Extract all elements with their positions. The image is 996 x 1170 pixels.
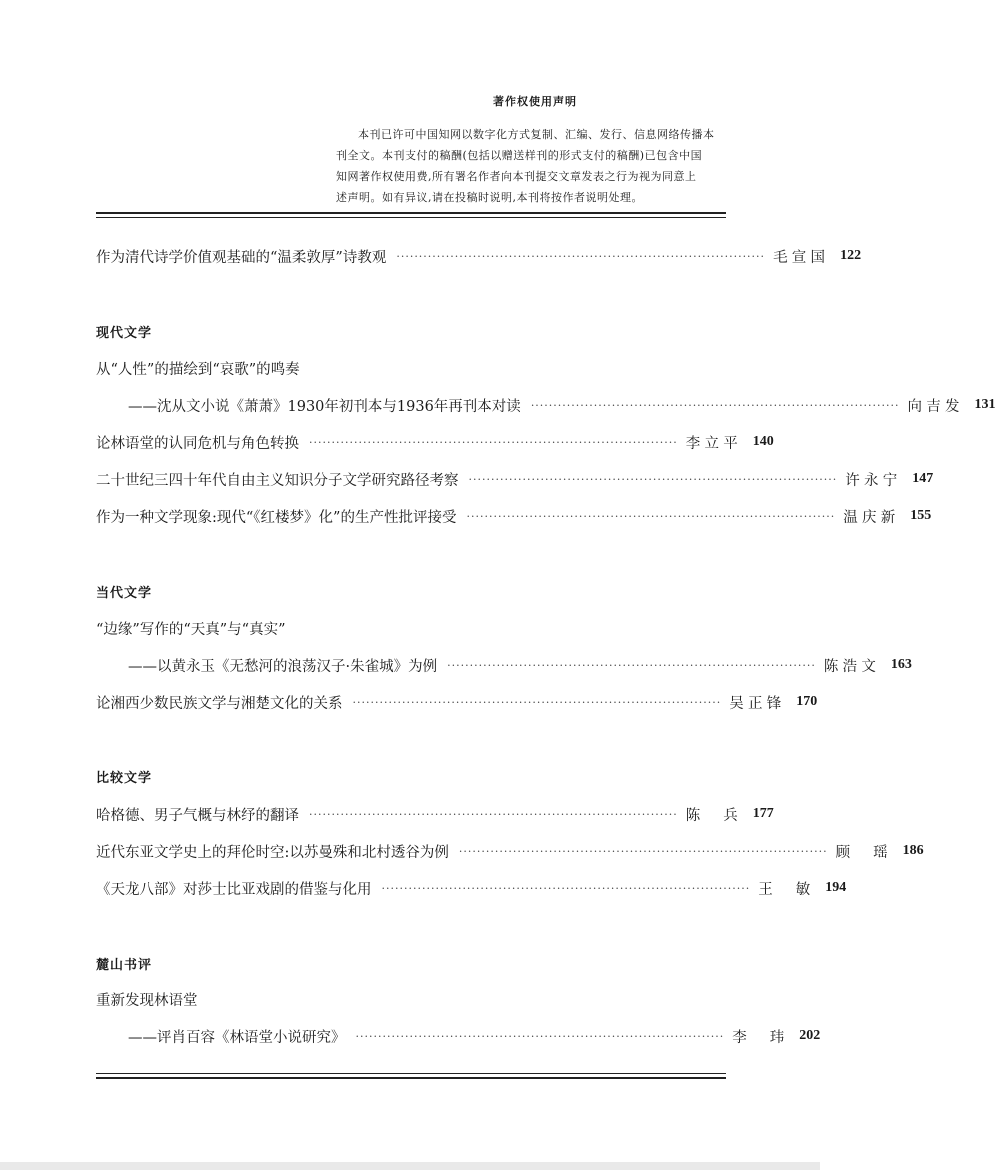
page-bottom-edge xyxy=(0,1162,820,1170)
leader-dots: ·················································································· xyxy=(530,398,900,412)
entry-author: 李玮 xyxy=(732,1029,785,1046)
entry-author: 温庆新 xyxy=(843,509,896,526)
copyright-notice-title: 著作权使用声明 xyxy=(493,95,577,108)
entry-author: 李立平 xyxy=(685,435,738,452)
top-rule-thin xyxy=(96,217,726,218)
toc-entry[interactable] xyxy=(96,431,774,453)
entry-author: 许永宁 xyxy=(845,472,898,489)
leader-dots: ·················································································· xyxy=(466,509,836,523)
top-rule-thick xyxy=(96,212,726,214)
leader-dots: ·················································································· xyxy=(309,807,678,821)
entry-page: 177 xyxy=(752,806,774,821)
toc-entry[interactable] xyxy=(96,468,934,490)
notice-line: 刊全文。本刊支付的稿酬(包括以赠送样刊的形式支付的稿酬)已包含中国 xyxy=(336,149,703,162)
article-main-title[interactable]: 重新发现林语堂 xyxy=(96,993,198,1009)
entry-page: 163 xyxy=(890,657,912,672)
entry-subtitle: ——以黄永玉《无愁河的浪荡汉子·朱雀城》为例 xyxy=(128,658,438,675)
entry-title: 哈格德、男子气概与林纾的翻译 xyxy=(96,807,299,824)
entry-page: 140 xyxy=(752,434,774,449)
entry-title: 论湘西少数民族文学与湘楚文化的关系 xyxy=(96,695,343,712)
entry-title: 作为一种文学现象:现代“《红楼梦》化”的生产性批评接受 xyxy=(96,509,457,526)
leader-dots: ·················································································· xyxy=(468,472,838,486)
entry-title: 作为清代诗学价值观基础的“温柔敦厚”诗教观 xyxy=(96,249,387,266)
leader-dots: ·················································································· xyxy=(381,881,751,895)
toc-entry[interactable] xyxy=(128,654,912,676)
notice-line: 本刊已许可中国知网以数字化方式复制、汇编、发行、信息网络传播本 xyxy=(358,128,715,141)
entry-author: 吴正锋 xyxy=(729,695,782,712)
entry-page: 186 xyxy=(902,843,924,858)
leader-dots: ·················································································· xyxy=(309,435,678,449)
toc-entry[interactable] xyxy=(96,245,862,267)
entry-title: 论林语堂的认同危机与角色转换 xyxy=(96,435,299,452)
section-title-contemporary: 当代文学 xyxy=(96,586,153,601)
entry-author: 王敏 xyxy=(758,881,811,898)
section-title-comparative: 比较文学 xyxy=(96,771,153,786)
entry-title: 二十世纪三四十年代自由主义知识分子文学研究路径考察 xyxy=(96,472,459,489)
leader-dots: ·················································································· xyxy=(352,695,722,709)
bottom-rule-thin xyxy=(96,1073,726,1074)
entry-author: 毛宣国 xyxy=(773,249,826,266)
leader-dots: ·················································································· xyxy=(355,1029,725,1043)
toc-entry[interactable] xyxy=(96,803,774,825)
entry-subtitle: ——评肖百容《林语堂小说研究》 xyxy=(128,1029,346,1046)
article-main-title[interactable]: “边缘”写作的“天真”与“真实” xyxy=(96,622,286,638)
toc-entry[interactable] xyxy=(128,394,996,416)
entry-page: 170 xyxy=(796,694,818,709)
entry-subtitle: ——沈从文小说《萧萧》1930年初刊本与1936年再刊本对读 xyxy=(128,398,521,415)
leader-dots: ·················································································· xyxy=(396,249,766,263)
entry-author: 陈浩文 xyxy=(823,658,876,675)
section-title-review: 麓山书评 xyxy=(96,958,153,973)
entry-page: 202 xyxy=(799,1028,821,1043)
bottom-rule-thick xyxy=(96,1077,726,1079)
notice-line: 知网著作权使用费,所有署名作者向本刊提交文章发表之行为视为同意上 xyxy=(336,170,697,183)
leader-dots: ·················································································· xyxy=(447,658,816,672)
copyright-notice-body xyxy=(336,124,728,208)
entry-title: 近代东亚文学史上的拜伦时空:以苏曼殊和北村透谷为例 xyxy=(96,844,449,861)
entry-page: 131 xyxy=(974,397,996,412)
toc-entry[interactable] xyxy=(96,505,932,527)
entry-author: 顾瑶 xyxy=(835,844,888,861)
entry-page: 155 xyxy=(910,508,932,523)
leader-dots: ·················································································· xyxy=(458,844,828,858)
entry-page: 122 xyxy=(840,248,862,263)
toc-entry[interactable] xyxy=(96,840,924,862)
toc-entry[interactable] xyxy=(96,877,847,899)
toc-entry[interactable] xyxy=(96,691,818,713)
entry-title: 《天龙八部》对莎士比亚戏剧的借鉴与化用 xyxy=(96,881,372,898)
notice-line: 述声明。如有异议,请在投稿时说明,本刊将按作者说明处理。 xyxy=(336,191,643,204)
entry-page: 194 xyxy=(825,880,847,895)
section-title-modern: 现代文学 xyxy=(96,326,153,341)
entry-author: 向吉发 xyxy=(907,398,960,415)
entry-page: 147 xyxy=(912,471,934,486)
article-main-title[interactable]: 从“人性”的描绘到“哀歌”的鸣奏 xyxy=(96,362,300,378)
entry-author: 陈兵 xyxy=(685,807,738,824)
toc-entry[interactable] xyxy=(128,1025,821,1047)
